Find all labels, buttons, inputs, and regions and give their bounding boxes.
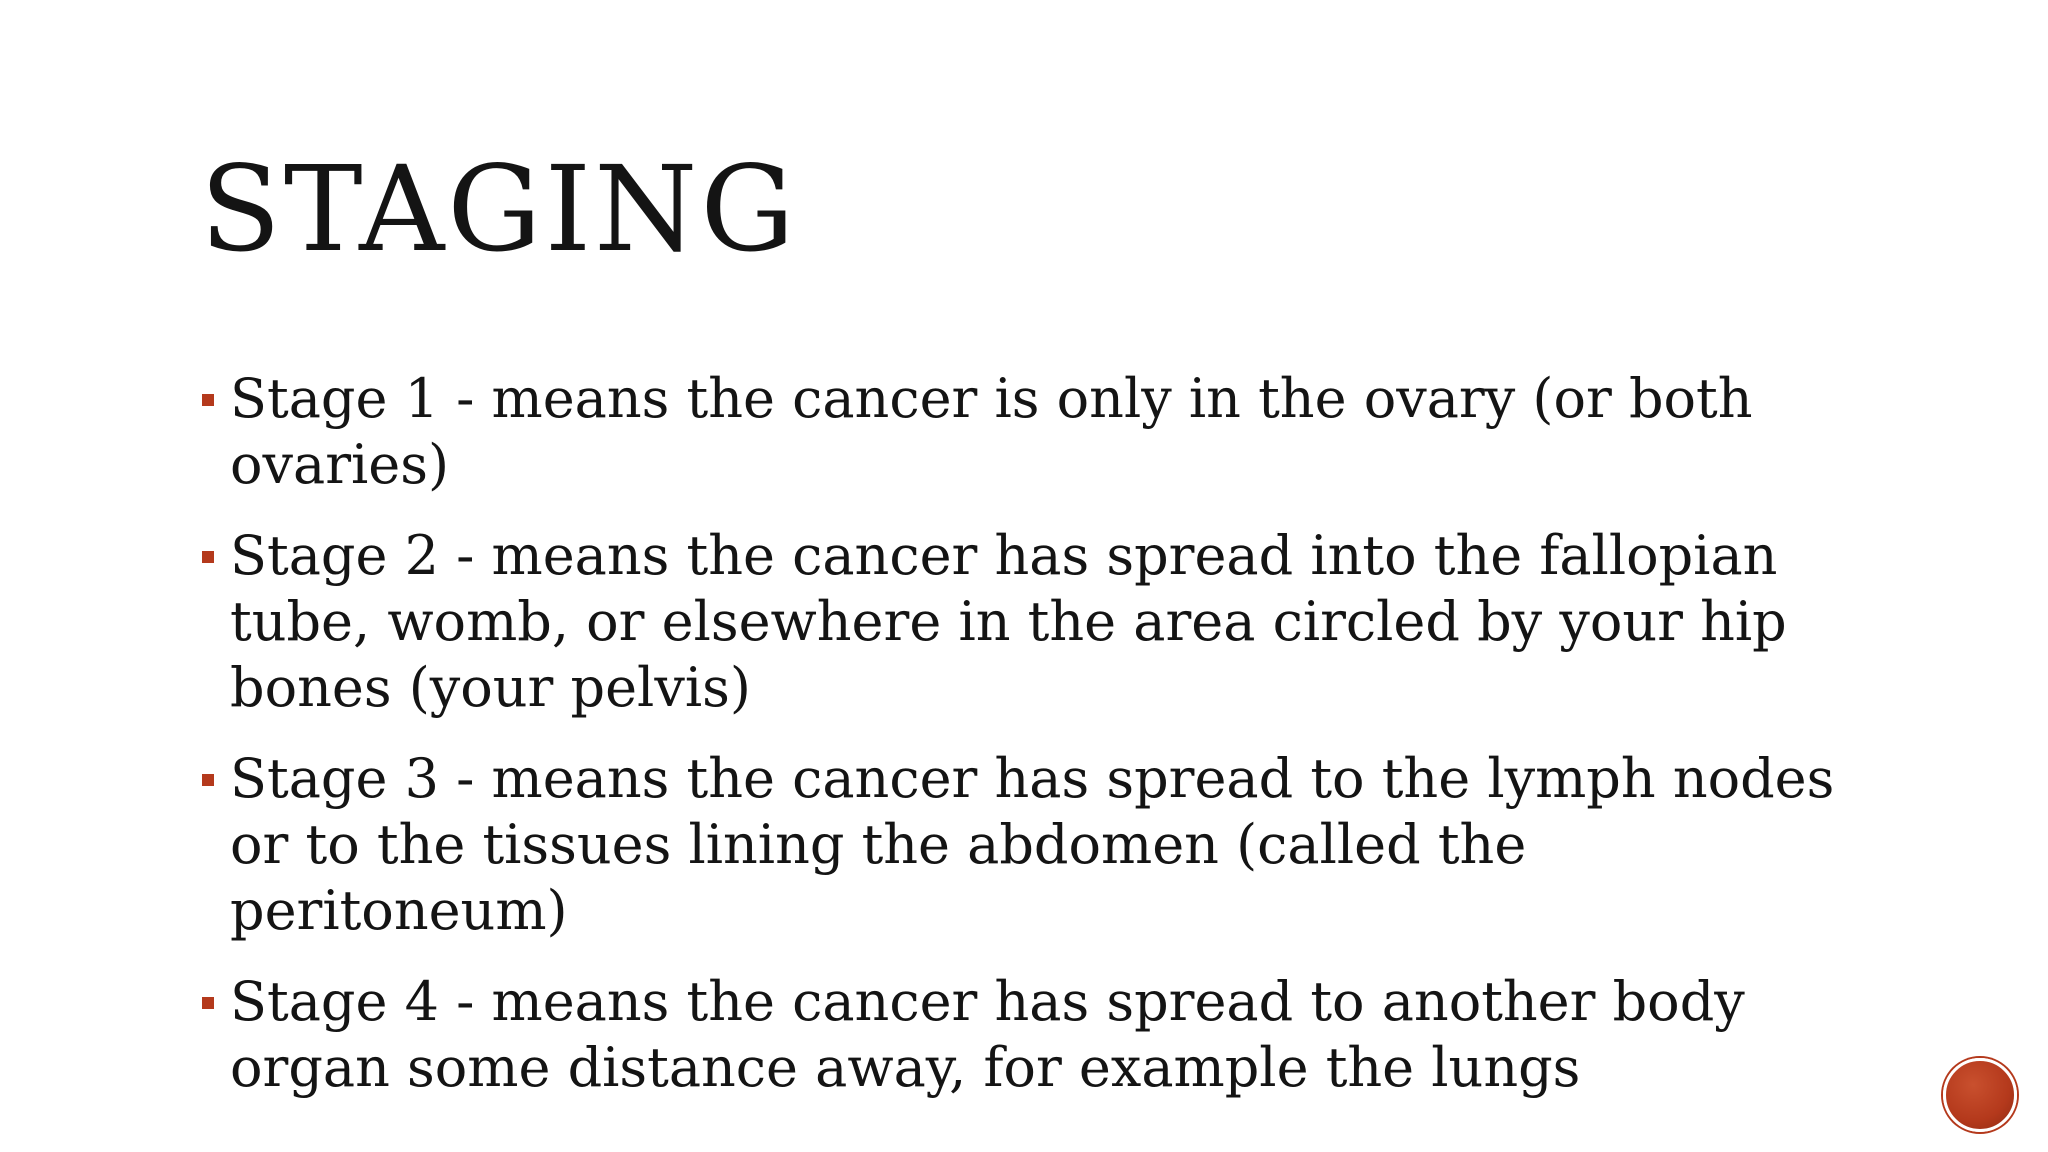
bullet-text: Stage 1 - means the cancer is only in the ovary (or both ovaries) bbox=[230, 367, 1753, 496]
bullet-item bbox=[200, 969, 1880, 1101]
bullet-item bbox=[200, 746, 1880, 944]
bullet-text: Stage 3 - means the cancer has spread to the lymph nodes or to the tissues lining the abdomen (called the peritoneum) bbox=[230, 747, 1835, 942]
square-bullet-icon bbox=[202, 997, 214, 1009]
square-bullet-icon bbox=[202, 551, 214, 563]
square-bullet-icon bbox=[202, 394, 214, 406]
bullet-item bbox=[200, 523, 1880, 721]
bullet-item bbox=[200, 366, 1880, 498]
slide-title: STAGING bbox=[200, 140, 798, 278]
bullet-text: Stage 4 - means the cancer has spread to another body organ some distance away, for example the lungs bbox=[230, 970, 1745, 1099]
bullet-list bbox=[200, 366, 1880, 1126]
circle-button-icon[interactable] bbox=[1943, 1058, 2017, 1132]
square-bullet-icon bbox=[202, 774, 214, 786]
bullet-text: Stage 2 - means the cancer has spread into the fallopian tube, womb, or elsewhere in the area circled by your hip bones (your pelvis) bbox=[230, 524, 1787, 719]
